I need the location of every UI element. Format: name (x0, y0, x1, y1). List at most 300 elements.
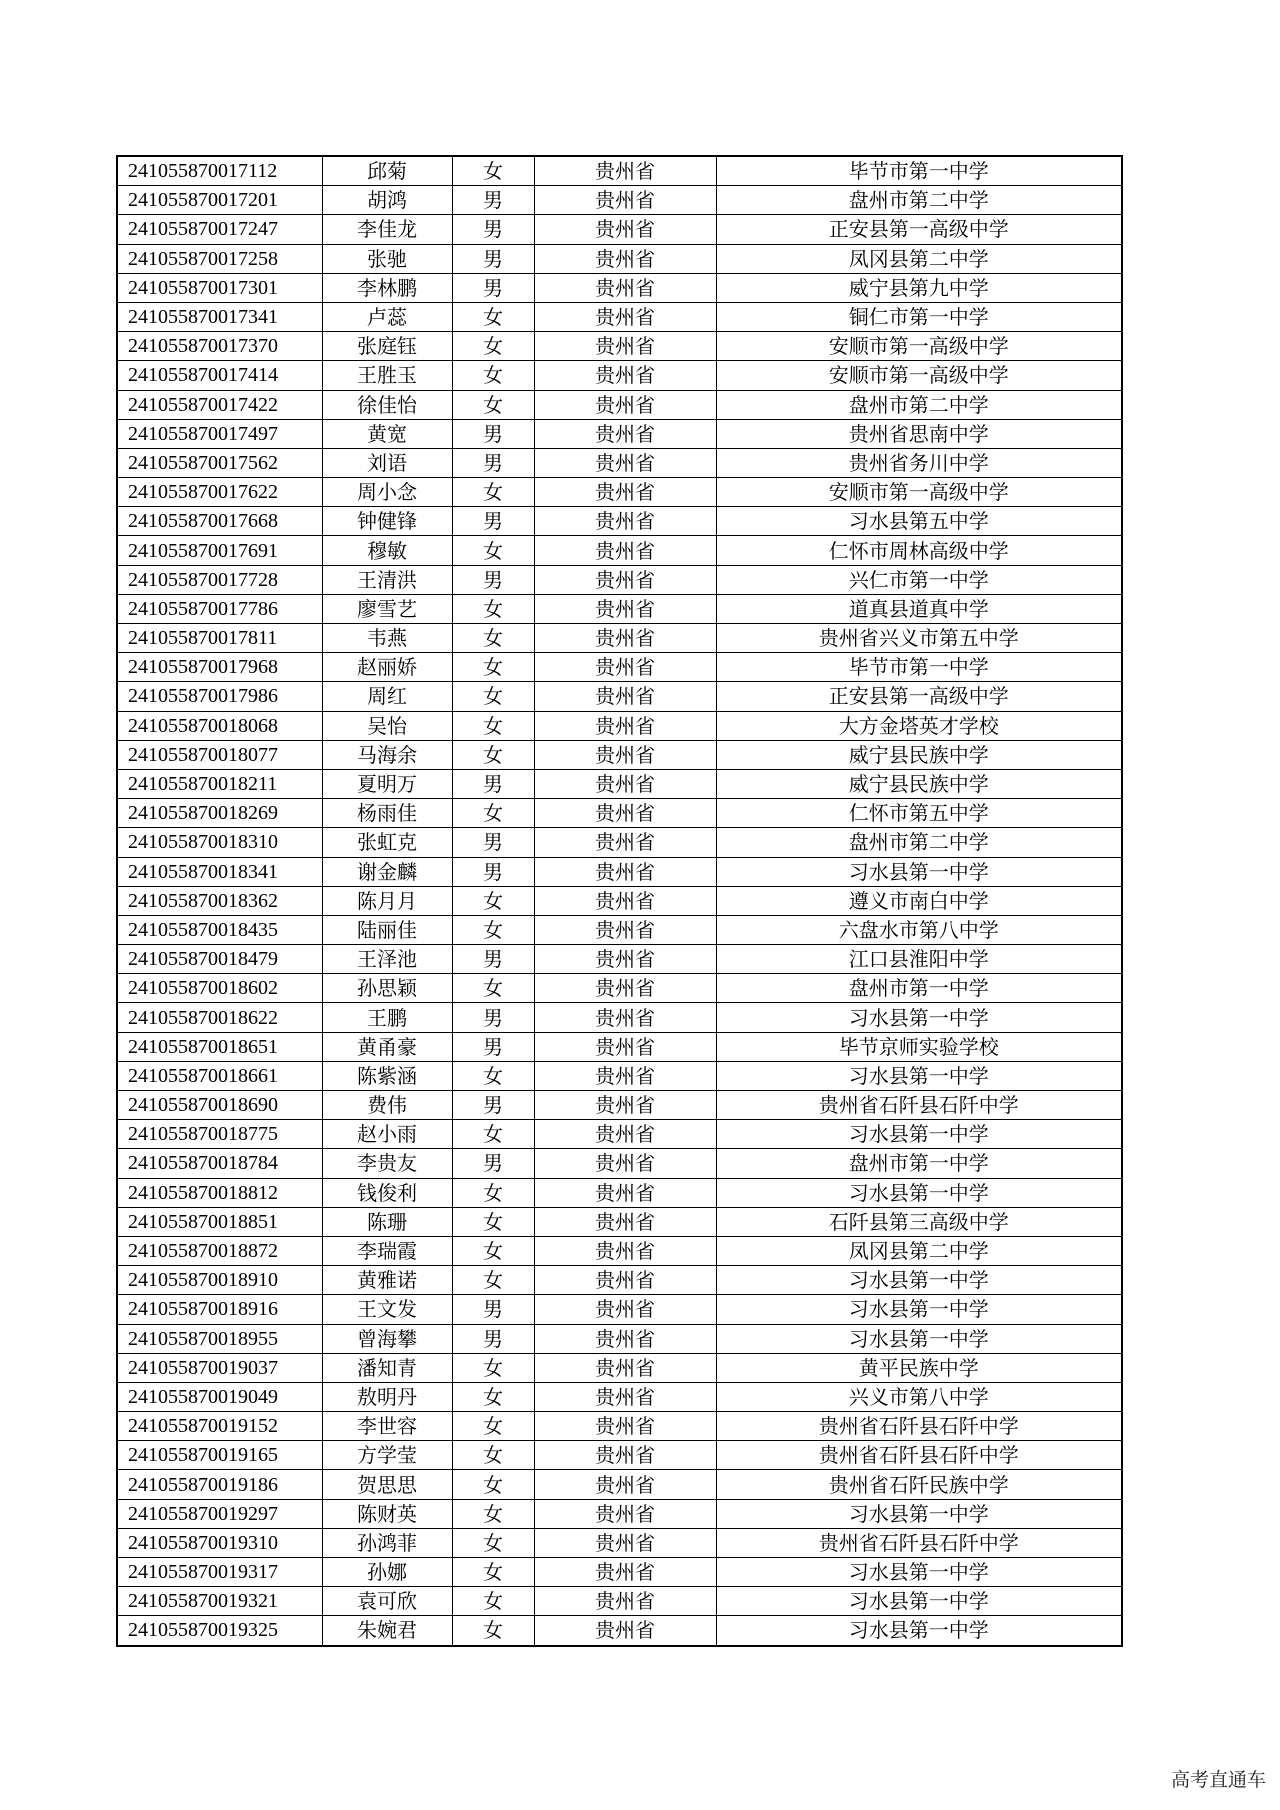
exam-id-cell: 241055870018435 (117, 915, 322, 944)
table-row (117, 974, 1122, 1003)
name-cell: 敖明丹 (322, 1382, 452, 1411)
school-cell: 盘州市第一中学 (716, 974, 1122, 1003)
school-cell: 仁怀市第五中学 (716, 799, 1122, 828)
province-cell: 贵州省 (534, 1120, 716, 1149)
name-cell: 黄甬豪 (322, 1032, 452, 1061)
school-cell: 凤冈县第二中学 (716, 244, 1122, 273)
name-cell: 韦燕 (322, 624, 452, 653)
exam-id-cell: 241055870017370 (117, 332, 322, 361)
school-cell: 铜仁市第一中学 (716, 302, 1122, 331)
table-row (117, 419, 1122, 448)
exam-id-cell: 241055870017497 (117, 419, 322, 448)
province-cell: 贵州省 (534, 1266, 716, 1295)
province-cell: 贵州省 (534, 594, 716, 623)
student-roster-table (116, 155, 1123, 1647)
exam-id-cell: 241055870018602 (117, 974, 322, 1003)
gender-cell: 女 (452, 1353, 534, 1382)
exam-id-cell: 241055870017414 (117, 361, 322, 390)
school-cell: 石阡县第三高级中学 (716, 1207, 1122, 1236)
gender-cell: 女 (452, 799, 534, 828)
school-cell: 安顺市第一高级中学 (716, 361, 1122, 390)
school-cell: 正安县第一高级中学 (716, 215, 1122, 244)
exam-id-cell: 241055870018211 (117, 769, 322, 798)
table-row (117, 1032, 1122, 1061)
school-cell: 道真县道真中学 (716, 594, 1122, 623)
province-cell: 贵州省 (534, 565, 716, 594)
gender-cell: 男 (452, 1149, 534, 1178)
exam-id-cell: 241055870017728 (117, 565, 322, 594)
name-cell: 李贵友 (322, 1149, 452, 1178)
school-cell: 习水县第一中学 (716, 1499, 1122, 1528)
name-cell: 孙娜 (322, 1558, 452, 1587)
name-cell: 李林鹏 (322, 273, 452, 302)
exam-id-cell: 241055870018955 (117, 1324, 322, 1353)
gender-cell: 男 (452, 244, 534, 273)
province-cell: 贵州省 (534, 186, 716, 215)
exam-id-cell: 241055870019037 (117, 1353, 322, 1382)
gender-cell: 男 (452, 186, 534, 215)
name-cell: 王清洪 (322, 565, 452, 594)
school-cell: 盘州市第二中学 (716, 828, 1122, 857)
exam-id-cell: 241055870017201 (117, 186, 322, 215)
province-cell: 贵州省 (534, 1470, 716, 1499)
province-cell: 贵州省 (534, 945, 716, 974)
province-cell: 贵州省 (534, 1003, 716, 1032)
exam-id-cell: 241055870017422 (117, 390, 322, 419)
gender-cell: 女 (452, 915, 534, 944)
name-cell: 李世容 (322, 1412, 452, 1441)
gender-cell: 女 (452, 361, 534, 390)
school-cell: 贵州省石阡民族中学 (716, 1470, 1122, 1499)
name-cell: 孙鸿菲 (322, 1528, 452, 1557)
gender-cell: 女 (452, 1528, 534, 1557)
school-cell: 威宁县民族中学 (716, 769, 1122, 798)
province-cell: 贵州省 (534, 857, 716, 886)
province-cell: 贵州省 (534, 244, 716, 273)
gender-cell: 男 (452, 507, 534, 536)
name-cell: 吴怡 (322, 711, 452, 740)
gender-cell: 男 (452, 1295, 534, 1324)
school-cell: 威宁县第九中学 (716, 273, 1122, 302)
exam-id-cell: 241055870018077 (117, 740, 322, 769)
table-row (117, 1295, 1122, 1324)
watermark-text: 高考直通车 (1170, 1769, 1266, 1791)
exam-id-cell: 241055870017112 (117, 156, 322, 186)
school-cell: 习水县第一中学 (716, 1324, 1122, 1353)
table-row (117, 857, 1122, 886)
exam-id-cell: 241055870018622 (117, 1003, 322, 1032)
gender-cell: 女 (452, 1616, 534, 1646)
exam-id-cell: 241055870019186 (117, 1470, 322, 1499)
gender-cell: 女 (452, 1236, 534, 1265)
table-row (117, 624, 1122, 653)
school-cell: 习水县第一中学 (716, 1003, 1122, 1032)
province-cell: 贵州省 (534, 1499, 716, 1528)
exam-id-cell: 241055870019165 (117, 1441, 322, 1470)
table-row (117, 244, 1122, 273)
table-row (117, 1178, 1122, 1207)
name-cell: 王文发 (322, 1295, 452, 1324)
name-cell: 夏明万 (322, 769, 452, 798)
province-cell: 贵州省 (534, 1236, 716, 1265)
school-cell: 凤冈县第二中学 (716, 1236, 1122, 1265)
province-cell: 贵州省 (534, 156, 716, 186)
table-row (117, 1470, 1122, 1499)
school-cell: 毕节京师实验学校 (716, 1032, 1122, 1061)
table-row (117, 1149, 1122, 1178)
name-cell: 朱婉君 (322, 1616, 452, 1646)
school-cell: 威宁县民族中学 (716, 740, 1122, 769)
exam-id-cell: 241055870018851 (117, 1207, 322, 1236)
province-cell: 贵州省 (534, 1091, 716, 1120)
gender-cell: 男 (452, 273, 534, 302)
school-cell: 六盘水市第八中学 (716, 915, 1122, 944)
province-cell: 贵州省 (534, 1032, 716, 1061)
province-cell: 贵州省 (534, 1616, 716, 1646)
gender-cell: 女 (452, 302, 534, 331)
school-cell: 习水县第一中学 (716, 1061, 1122, 1090)
exam-id-cell: 241055870018812 (117, 1178, 322, 1207)
table-row (117, 332, 1122, 361)
table-row (117, 1236, 1122, 1265)
exam-id-cell: 241055870019297 (117, 1499, 322, 1528)
exam-id-cell: 241055870017786 (117, 594, 322, 623)
school-cell: 贵州省思南中学 (716, 419, 1122, 448)
table-row (117, 273, 1122, 302)
province-cell: 贵州省 (534, 682, 716, 711)
gender-cell: 男 (452, 945, 534, 974)
name-cell: 陈月月 (322, 886, 452, 915)
name-cell: 陆丽佳 (322, 915, 452, 944)
exam-id-cell: 241055870018775 (117, 1120, 322, 1149)
gender-cell: 女 (452, 536, 534, 565)
gender-cell: 女 (452, 1499, 534, 1528)
exam-id-cell: 241055870018784 (117, 1149, 322, 1178)
gender-cell: 男 (452, 1091, 534, 1120)
table-row (117, 565, 1122, 594)
name-cell: 孙思颖 (322, 974, 452, 1003)
school-cell: 毕节市第一中学 (716, 156, 1122, 186)
school-cell: 仁怀市周林高级中学 (716, 536, 1122, 565)
province-cell: 贵州省 (534, 390, 716, 419)
gender-cell: 女 (452, 156, 534, 186)
table-row (117, 1558, 1122, 1587)
name-cell: 张虹克 (322, 828, 452, 857)
school-cell: 大方金塔英才学校 (716, 711, 1122, 740)
name-cell: 刘语 (322, 448, 452, 477)
school-cell: 安顺市第一高级中学 (716, 332, 1122, 361)
province-cell: 贵州省 (534, 974, 716, 1003)
province-cell: 贵州省 (534, 1412, 716, 1441)
school-cell: 习水县第一中学 (716, 1266, 1122, 1295)
exam-id-cell: 241055870018479 (117, 945, 322, 974)
province-cell: 贵州省 (534, 1441, 716, 1470)
gender-cell: 男 (452, 419, 534, 448)
exam-id-cell: 241055870017811 (117, 624, 322, 653)
province-cell: 贵州省 (534, 740, 716, 769)
gender-cell: 女 (452, 1207, 534, 1236)
exam-id-cell: 241055870018068 (117, 711, 322, 740)
school-cell: 贵州省务川中学 (716, 448, 1122, 477)
gender-cell: 女 (452, 332, 534, 361)
exam-id-cell: 241055870018362 (117, 886, 322, 915)
gender-cell: 女 (452, 1587, 534, 1616)
name-cell: 李佳龙 (322, 215, 452, 244)
name-cell: 胡鸿 (322, 186, 452, 215)
school-cell: 习水县第一中学 (716, 1295, 1122, 1324)
school-cell: 习水县第五中学 (716, 507, 1122, 536)
school-cell: 盘州市第二中学 (716, 390, 1122, 419)
gender-cell: 女 (452, 594, 534, 623)
table-row (117, 361, 1122, 390)
gender-cell: 女 (452, 740, 534, 769)
province-cell: 贵州省 (534, 624, 716, 653)
name-cell: 谢金麟 (322, 857, 452, 886)
table-row (117, 302, 1122, 331)
province-cell: 贵州省 (534, 1587, 716, 1616)
gender-cell: 男 (452, 1003, 534, 1032)
gender-cell: 女 (452, 1558, 534, 1587)
province-cell: 贵州省 (534, 215, 716, 244)
province-cell: 贵州省 (534, 1382, 716, 1411)
table-row (117, 186, 1122, 215)
school-cell: 黄平民族中学 (716, 1353, 1122, 1382)
school-cell: 习水县第一中学 (716, 1178, 1122, 1207)
table-row (117, 1061, 1122, 1090)
exam-id-cell: 241055870019049 (117, 1382, 322, 1411)
gender-cell: 女 (452, 886, 534, 915)
school-cell: 习水县第一中学 (716, 1120, 1122, 1149)
table-row (117, 507, 1122, 536)
name-cell: 赵丽娇 (322, 653, 452, 682)
gender-cell: 女 (452, 711, 534, 740)
gender-cell: 女 (452, 1470, 534, 1499)
gender-cell: 女 (452, 1441, 534, 1470)
school-cell: 盘州市第一中学 (716, 1149, 1122, 1178)
province-cell: 贵州省 (534, 448, 716, 477)
province-cell: 贵州省 (534, 799, 716, 828)
exam-id-cell: 241055870017301 (117, 273, 322, 302)
province-cell: 贵州省 (534, 886, 716, 915)
exam-id-cell: 241055870018872 (117, 1236, 322, 1265)
table-row (117, 448, 1122, 477)
school-cell: 贵州省石阡县石阡中学 (716, 1412, 1122, 1441)
name-cell: 张庭钰 (322, 332, 452, 361)
exam-id-cell: 241055870017968 (117, 653, 322, 682)
exam-id-cell: 241055870017341 (117, 302, 322, 331)
name-cell: 陈珊 (322, 1207, 452, 1236)
province-cell: 贵州省 (534, 1558, 716, 1587)
gender-cell: 女 (452, 624, 534, 653)
exam-id-cell: 241055870018910 (117, 1266, 322, 1295)
school-cell: 习水县第一中学 (716, 1616, 1122, 1646)
exam-id-cell: 241055870019321 (117, 1587, 322, 1616)
exam-id-cell: 241055870018341 (117, 857, 322, 886)
table-row (117, 390, 1122, 419)
exam-id-cell: 241055870017622 (117, 478, 322, 507)
exam-id-cell: 241055870018690 (117, 1091, 322, 1120)
name-cell: 钟健锋 (322, 507, 452, 536)
name-cell: 杨雨佳 (322, 799, 452, 828)
table-row (117, 1441, 1122, 1470)
name-cell: 陈紫涵 (322, 1061, 452, 1090)
gender-cell: 男 (452, 857, 534, 886)
school-cell: 盘州市第二中学 (716, 186, 1122, 215)
table-row (117, 1324, 1122, 1353)
school-cell: 遵义市南白中学 (716, 886, 1122, 915)
name-cell: 王鹏 (322, 1003, 452, 1032)
school-cell: 习水县第一中学 (716, 1587, 1122, 1616)
name-cell: 黄宽 (322, 419, 452, 448)
province-cell: 贵州省 (534, 1295, 716, 1324)
gender-cell: 男 (452, 565, 534, 594)
gender-cell: 女 (452, 974, 534, 1003)
table-row (117, 828, 1122, 857)
exam-id-cell: 241055870018310 (117, 828, 322, 857)
school-cell: 兴义市第八中学 (716, 1382, 1122, 1411)
name-cell: 钱俊利 (322, 1178, 452, 1207)
table-row (117, 769, 1122, 798)
table-row (117, 1207, 1122, 1236)
exam-id-cell: 241055870019310 (117, 1528, 322, 1557)
gender-cell: 男 (452, 828, 534, 857)
exam-id-cell: 241055870018661 (117, 1061, 322, 1090)
province-cell: 贵州省 (534, 711, 716, 740)
province-cell: 贵州省 (534, 1149, 716, 1178)
province-cell: 贵州省 (534, 419, 716, 448)
name-cell: 王泽池 (322, 945, 452, 974)
table-row (117, 1528, 1122, 1557)
table-row (117, 740, 1122, 769)
exam-id-cell: 241055870018269 (117, 799, 322, 828)
gender-cell: 男 (452, 1032, 534, 1061)
name-cell: 穆敏 (322, 536, 452, 565)
school-cell: 贵州省兴义市第五中学 (716, 624, 1122, 653)
gender-cell: 女 (452, 1178, 534, 1207)
province-cell: 贵州省 (534, 1528, 716, 1557)
province-cell: 贵州省 (534, 536, 716, 565)
table-row (117, 653, 1122, 682)
gender-cell: 男 (452, 448, 534, 477)
gender-cell: 女 (452, 478, 534, 507)
table-row (117, 1003, 1122, 1032)
table-row (117, 1382, 1122, 1411)
gender-cell: 女 (452, 1266, 534, 1295)
province-cell: 贵州省 (534, 302, 716, 331)
school-cell: 贵州省石阡县石阡中学 (716, 1091, 1122, 1120)
province-cell: 贵州省 (534, 915, 716, 944)
name-cell: 贺思思 (322, 1470, 452, 1499)
exam-id-cell: 241055870018651 (117, 1032, 322, 1061)
name-cell: 方学莹 (322, 1441, 452, 1470)
gender-cell: 男 (452, 1324, 534, 1353)
exam-id-cell: 241055870019325 (117, 1616, 322, 1646)
table-row (117, 1091, 1122, 1120)
exam-id-cell: 241055870018916 (117, 1295, 322, 1324)
table-row (117, 1120, 1122, 1149)
name-cell: 周红 (322, 682, 452, 711)
table-row (117, 799, 1122, 828)
gender-cell: 女 (452, 1412, 534, 1441)
province-cell: 贵州省 (534, 1324, 716, 1353)
province-cell: 贵州省 (534, 653, 716, 682)
school-cell: 正安县第一高级中学 (716, 682, 1122, 711)
name-cell: 费伟 (322, 1091, 452, 1120)
province-cell: 贵州省 (534, 1061, 716, 1090)
table-row (117, 1499, 1122, 1528)
school-cell: 兴仁市第一中学 (716, 565, 1122, 594)
name-cell: 袁可欣 (322, 1587, 452, 1616)
name-cell: 赵小雨 (322, 1120, 452, 1149)
gender-cell: 女 (452, 390, 534, 419)
table-row (117, 478, 1122, 507)
table-row (117, 1353, 1122, 1382)
gender-cell: 女 (452, 1061, 534, 1090)
school-cell: 江口县淮阳中学 (716, 945, 1122, 974)
province-cell: 贵州省 (534, 1207, 716, 1236)
name-cell: 李瑞霞 (322, 1236, 452, 1265)
province-cell: 贵州省 (534, 1353, 716, 1382)
table-row (117, 886, 1122, 915)
name-cell: 周小念 (322, 478, 452, 507)
gender-cell: 女 (452, 1382, 534, 1411)
table-row (117, 682, 1122, 711)
table-row (117, 945, 1122, 974)
province-cell: 贵州省 (534, 769, 716, 798)
table-row (117, 1266, 1122, 1295)
school-cell: 习水县第一中学 (716, 1558, 1122, 1587)
school-cell: 毕节市第一中学 (716, 653, 1122, 682)
name-cell: 黄雅诺 (322, 1266, 452, 1295)
name-cell: 潘知青 (322, 1353, 452, 1382)
table-row (117, 1412, 1122, 1441)
name-cell: 廖雪艺 (322, 594, 452, 623)
table-row (117, 156, 1122, 186)
province-cell: 贵州省 (534, 332, 716, 361)
name-cell: 徐佳怡 (322, 390, 452, 419)
province-cell: 贵州省 (534, 478, 716, 507)
exam-id-cell: 241055870017562 (117, 448, 322, 477)
table-row (117, 1616, 1122, 1646)
gender-cell: 女 (452, 653, 534, 682)
province-cell: 贵州省 (534, 828, 716, 857)
table-row (117, 915, 1122, 944)
province-cell: 贵州省 (534, 507, 716, 536)
gender-cell: 男 (452, 769, 534, 798)
exam-id-cell: 241055870017668 (117, 507, 322, 536)
gender-cell: 女 (452, 682, 534, 711)
name-cell: 马海余 (322, 740, 452, 769)
name-cell: 曾海攀 (322, 1324, 452, 1353)
table-row (117, 536, 1122, 565)
province-cell: 贵州省 (534, 1178, 716, 1207)
name-cell: 卢蕊 (322, 302, 452, 331)
roster-body (117, 156, 1122, 1646)
school-cell: 贵州省石阡县石阡中学 (716, 1528, 1122, 1557)
exam-id-cell: 241055870019317 (117, 1558, 322, 1587)
name-cell: 陈财英 (322, 1499, 452, 1528)
table-row (117, 215, 1122, 244)
exam-id-cell: 241055870019152 (117, 1412, 322, 1441)
school-cell: 习水县第一中学 (716, 857, 1122, 886)
province-cell: 贵州省 (534, 361, 716, 390)
gender-cell: 男 (452, 215, 534, 244)
table-row (117, 711, 1122, 740)
school-cell: 安顺市第一高级中学 (716, 478, 1122, 507)
gender-cell: 女 (452, 1120, 534, 1149)
name-cell: 王胜玉 (322, 361, 452, 390)
exam-id-cell: 241055870017691 (117, 536, 322, 565)
